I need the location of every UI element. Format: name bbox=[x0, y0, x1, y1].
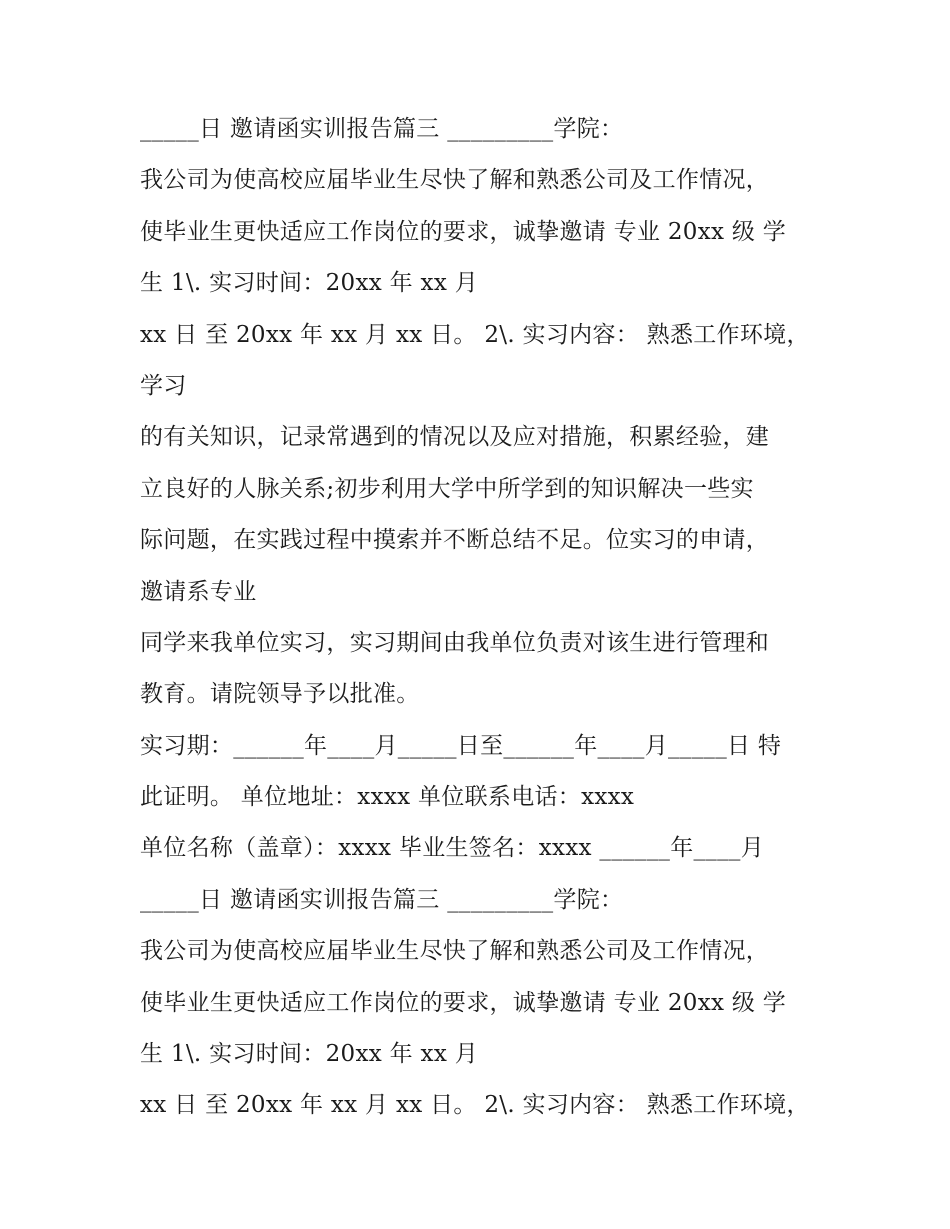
text-line: xx 日 至 20xx 年 xx 月 xx 日。 2\. 实习内容： 熟悉工作环境， bbox=[140, 1092, 810, 1119]
text-line: 实习期：______年____月_____日至______年____月_____日 特 bbox=[140, 732, 782, 759]
text-line: 生 1\. 实习时间：20xx 年 xx 月 bbox=[140, 270, 478, 297]
text-line: 教育。请院领导予以批准。 bbox=[140, 681, 420, 708]
document-body bbox=[140, 104, 830, 1132]
text-line: 的有关知识，记录常遇到的情况以及应对措施，积累经验，建 bbox=[140, 424, 770, 451]
text-line: 使毕业生更快适应工作岗位的要求，诚挚邀请 专业 20xx 级 学 bbox=[140, 218, 787, 245]
text-line: _____日 邀请函实训报告篇三 _________学院： bbox=[140, 116, 624, 142]
text-line: 立良好的人脉关系;初步利用大学中所学到的知识解决一些实 bbox=[140, 475, 754, 502]
text-line: 我公司为使高校应届毕业生尽快了解和熟悉公司及工作情况， bbox=[140, 938, 770, 965]
text-line: 生 1\. 实习时间：20xx 年 xx 月 bbox=[140, 1041, 478, 1068]
text-line: xx 日 至 20xx 年 xx 月 xx 日。 2\. 实习内容： 熟悉工作环境， bbox=[140, 321, 810, 348]
text-line: 际问题，在实践过程中摸索并不断总结不足。位实习的申请， bbox=[140, 527, 770, 554]
text-line: 此证明。 单位地址：xxxx 单位联系电话：xxxx bbox=[140, 784, 635, 811]
text-line: 学习 bbox=[140, 372, 187, 399]
text-line: 邀请系专业 bbox=[140, 578, 257, 605]
text-line: 同学来我单位实习，实习期间由我单位负责对该生进行管理和 bbox=[140, 629, 770, 656]
text-line: 单位名称（盖章）：xxxx 毕业生签名：xxxx ______年____月 bbox=[140, 835, 764, 862]
text-line: 使毕业生更快适应工作岗位的要求，诚挚邀请 专业 20xx 级 学 bbox=[140, 989, 787, 1016]
text-line: _____日 邀请函实训报告篇三 _________学院： bbox=[140, 886, 624, 913]
text-line: 我公司为使高校应届毕业生尽快了解和熟悉公司及工作情况， bbox=[140, 167, 770, 194]
